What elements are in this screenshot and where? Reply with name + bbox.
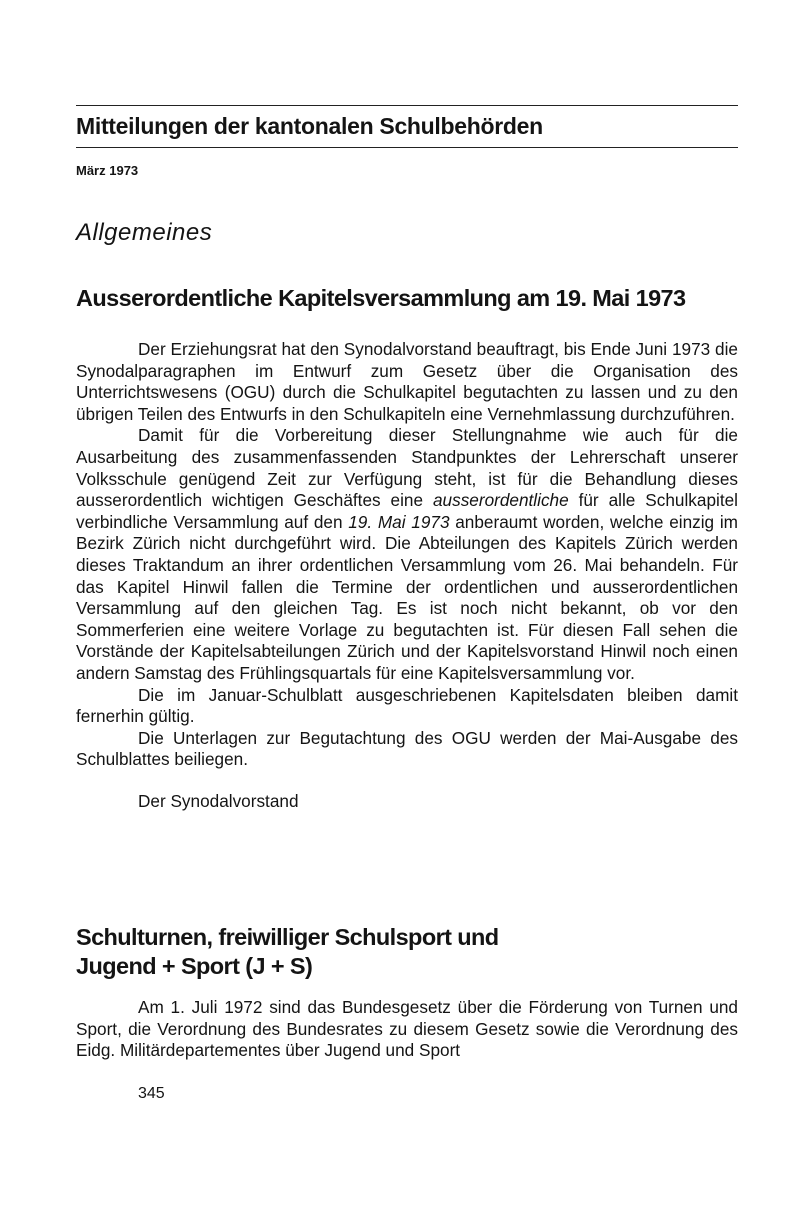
paragraph-text: anberaumt worden, welche einzig im Bezirk Zürich nicht durchgeführt wird. Die Abteilungen des Kapitels Zürich werden dieses Traktandum an ihrer ordentlichen Versammlung vom 26. Mai behandeln. Für das Kapitel Hinwil fallen die Termine der ordentlichen und ausserordentlichen Versammlung auf den gleichen Tag. Es ist noch nicht bekannt, ob vor den Sommerferien eine weitere Vorlage zu begutachten ist. Für diesen Fall sehen die Vorstände der Kapitelsabteilungen Zürich und der Kapitelsvorstand Hinwil noch einen andern Samstag des Frühlingsquartals für eine Kapitelsversammlung vor. [76, 511, 738, 683]
document-page [76, 0, 738, 1219]
issue-date: März 1973 [76, 163, 139, 178]
paragraph: Die im Januar-Schulblatt ausgeschriebenen Kapitelsdaten bleiben damit fernerhin gültig. [76, 684, 738, 727]
article-body-kapitelsversammlung [76, 339, 738, 812]
header-rule-top [76, 105, 738, 106]
paragraph [76, 425, 738, 684]
paragraph-text: für alle Schulkapitel verbindliche Versammlung auf den [76, 490, 738, 532]
header-title: Mitteilungen der kantonalen Schulbehörden [76, 113, 543, 139]
article-title-line: Schulturnen, freiwilliger Schulsport und [76, 924, 499, 950]
article-body-schulsport [76, 997, 738, 1062]
emphasis-text: ausserordentliche [432, 490, 569, 511]
header-rule-bottom [76, 147, 738, 148]
paragraph: Der Erziehungsrat hat den Synodalvorstand beauftragt, bis Ende Juni 1973 die Synodalparagraphen im Entwurf zum Gesetz über die Organisation des Unterrichtswesens (OGU) durch die Schulkapitel begutachten zu lassen und zu den übrigen Teilen des Entwurfs in den Schulkapiteln eine Vernehmlassung durchzuführen. [76, 339, 738, 424]
paragraph: Die Unterlagen zur Begutachtung des OGU werden der Mai-Ausgabe des Schulblattes beiliegen. [76, 727, 738, 770]
signature: Der Synodalvorstand [138, 790, 299, 811]
article-title-kapitelsversammlung: Ausserordentliche Kapitelsversammlung am 19. Mai 1973 [76, 285, 686, 311]
article-title-line: Jugend + Sport (J + S) [76, 953, 313, 979]
paragraph: Am 1. Juli 1972 sind das Bundesgesetz über die Förderung von Turnen und Sport, die Verordnung des Bundesrates zu diesem Gesetz sowie die Verordnung des Eidg. Militärdepartementes über Jugend und Sport [76, 997, 738, 1061]
section-heading: Allgemeines [76, 219, 213, 246]
article-title-schulsport [76, 923, 499, 981]
emphasis-date: 19. Mai 1973 [348, 511, 450, 532]
paragraph-text: Damit für die Vorbereitung dieser Stellungnahme wie auch für die Ausarbeitung des zusammenfassenden Standpunktes der Lehrerschaft unserer Volksschule genügend Zeit zur Verfügung steht, ist für die Behandlung dieses ausserordentlich wichtigen Geschäftes eine [76, 425, 738, 511]
page-number: 345 [138, 1085, 165, 1102]
